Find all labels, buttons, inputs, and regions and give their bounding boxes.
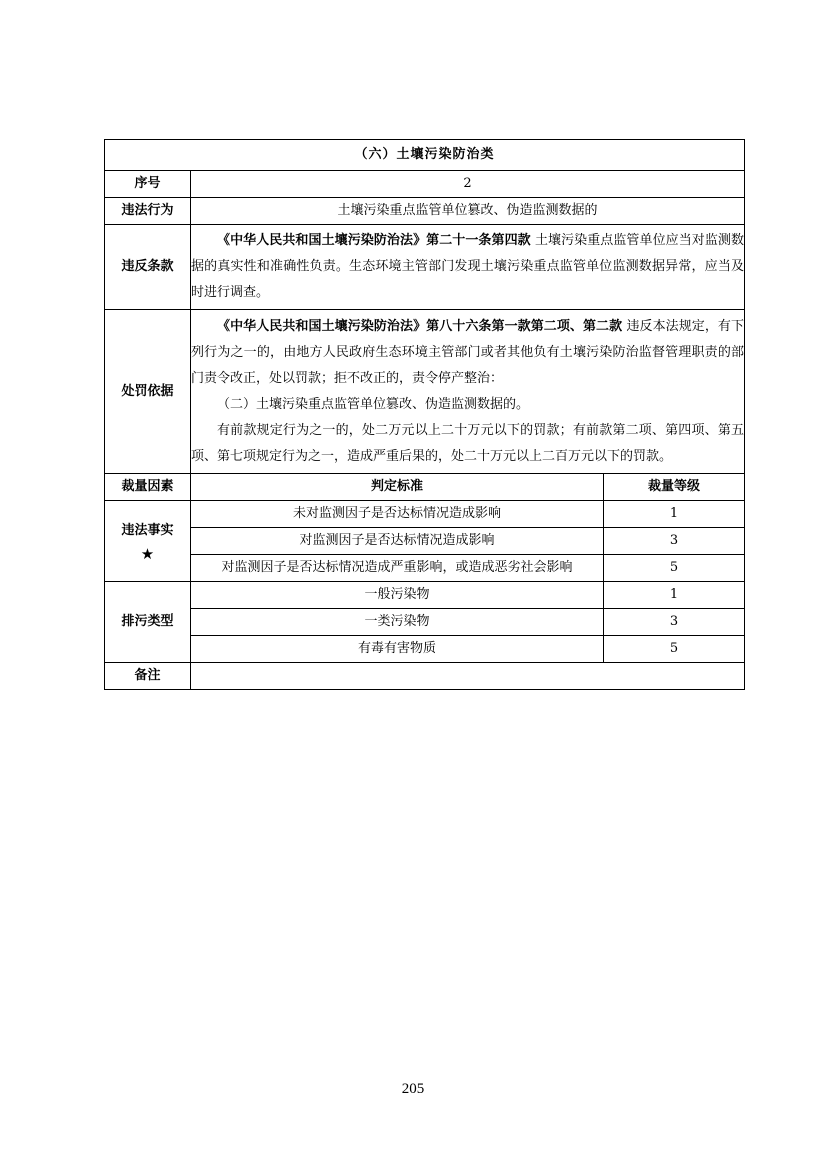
star-icon: ★ [140, 545, 155, 563]
penalty-basis-text-1: 违反本法规定，有下列行为之一的，由地方人民政府生态环境主管部门或者其他负有土壤污染防治监督管理职责的部门责令改正，处以罚款；拒不改正的，责令停产整治： [191, 318, 745, 386]
violation-value: 土壤污染重点监管单位篡改、伪造监测数据的 [191, 198, 745, 225]
penalty-basis-text-2: （二）土壤污染重点监管单位篡改、伪造监测数据的。 [217, 396, 530, 412]
pollutant-type-label: 排污类型 [105, 582, 191, 663]
pollutant-criteria-3: 有毒有害物质 [191, 636, 604, 663]
violated-provision-label: 违反条款 [105, 225, 191, 310]
facts-level-3: 5 [604, 555, 745, 582]
pollutant-level-2: 3 [604, 609, 745, 636]
facts-level-1: 1 [604, 501, 745, 528]
violated-provision-text: 土壤污染重点监管单位应当对监测数据的真实性和准确性负责。生态环境主管部门发现土壤污染重点监管单位监测数据异常，应当及时进行调查。 [191, 233, 745, 300]
penalty-basis-law-ref: 《中华人民共和国土壤污染防治法》第八十六条第一款第二项、第二款 [217, 318, 623, 334]
facts-label-cell [105, 501, 191, 582]
serial-label: 序号 [105, 171, 191, 198]
factors-header-level: 裁量等级 [604, 474, 745, 501]
pollutant-criteria-1: 一般污染物 [191, 582, 604, 609]
violation-label: 违法行为 [105, 198, 191, 225]
remarks-label: 备注 [105, 663, 191, 690]
penalty-standard-table [104, 139, 745, 690]
page-number: 205 [401, 1081, 425, 1097]
facts-label: 违法事实 [121, 523, 174, 538]
facts-criteria-2: 对监测因子是否达标情况造成影响 [191, 528, 604, 555]
serial-value: 2 [191, 171, 745, 198]
penalty-basis-text-3: 有前款规定行为之一的，处二万元以上二十万元以下的罚款；有前款第二项、第四项、第五项、第七项规定行为之一，造成严重后果的，处二十万元以上二百万元以下的罚款。 [191, 422, 745, 464]
factors-header-factor: 裁量因素 [105, 474, 191, 501]
pollutant-criteria-2: 一类污染物 [191, 609, 604, 636]
penalty-basis-label: 处罚依据 [105, 310, 191, 474]
violated-provision-law-ref: 《中华人民共和国土壤污染防治法》第二十一条第四款 [217, 233, 531, 248]
pollutant-level-1: 1 [604, 582, 745, 609]
facts-criteria-3: 对监测因子是否达标情况造成严重影响，或造成恶劣社会影响 [191, 555, 604, 582]
factors-header-criteria: 判定标准 [191, 474, 604, 501]
remarks-value [191, 663, 745, 690]
table-title: （六）土壤污染防治类 [105, 140, 745, 171]
violated-provision-content [191, 225, 745, 310]
pollutant-level-3: 5 [604, 636, 745, 663]
facts-level-2: 3 [604, 528, 745, 555]
facts-criteria-1: 未对监测因子是否达标情况造成影响 [191, 501, 604, 528]
penalty-basis-content [191, 310, 745, 474]
